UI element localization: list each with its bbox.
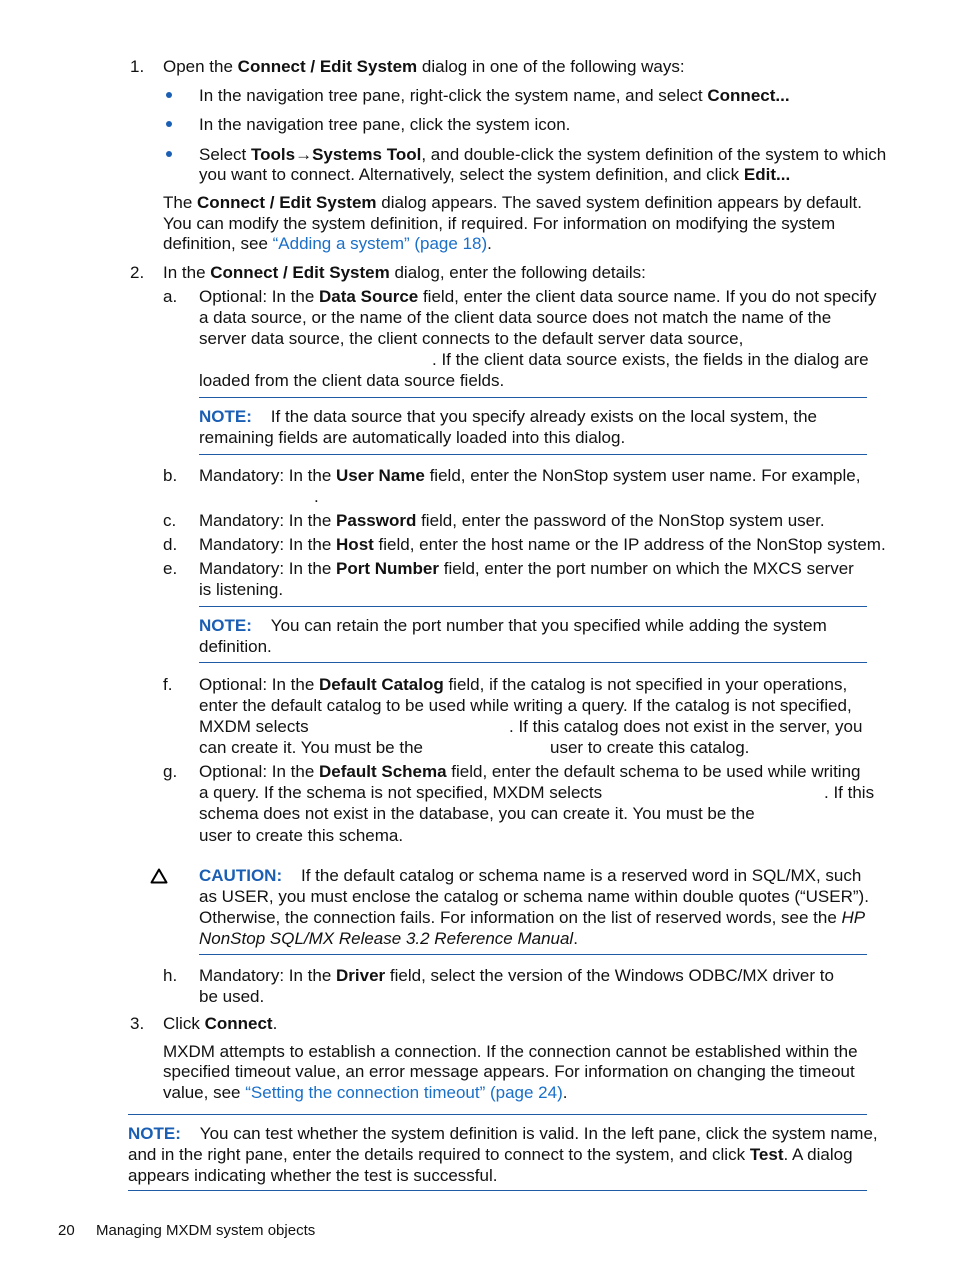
step-1-bullet-3: Select Tools→Systems Tool, and double-click the system definition of the system to which	[199, 145, 887, 164]
substep-g-line-4: user to create this schema.	[199, 826, 404, 845]
note-3-label: NOTE:	[128, 1124, 181, 1143]
substep-f-line-3a: MXDM selects	[199, 717, 309, 736]
substep-c-text: Mandatory: In the Password field, enter the password of the NonStop system user.	[199, 511, 825, 530]
step-2-number: 2.	[130, 263, 145, 282]
substep-d-text: Mandatory: In the Host field, enter the host name or the IP address of the NonStop system.	[199, 535, 886, 554]
caution-line-4: NonStop SQL/MX Release 3.2 Reference Manual.	[199, 929, 578, 948]
substep-d-label: d.	[163, 535, 178, 554]
step-3-text: Click Connect.	[163, 1014, 278, 1033]
substep-f-line-2: enter the default catalog to be used while writing a query. If the catalog is not specified,	[199, 696, 852, 715]
step-3-number: 3.	[130, 1014, 145, 1033]
caution-line-1: CAUTION: If the default catalog or schema name is a reserved word in SQL/MX, such	[199, 866, 862, 885]
substep-h-label: h.	[163, 966, 178, 985]
substep-f-line-3b: . If this catalog does not exist in the server, you	[509, 717, 863, 736]
step-1-para-line-2: You can modify the system definition, if required. For information on modifying the system	[163, 214, 836, 233]
substep-a-line-3: server data source, the client connects to the default server data source,	[199, 329, 744, 348]
substep-g-label: g.	[163, 762, 178, 781]
note-3-top-rule	[128, 1114, 867, 1115]
substep-b-line-2: .	[314, 487, 319, 506]
substep-b-line-1: Mandatory: In the User Name field, enter the NonStop system user name. For example,	[199, 466, 861, 485]
substep-g-line-1: Optional: In the Default Schema field, enter the default schema to be used while writing	[199, 762, 861, 781]
substep-c-label: c.	[163, 511, 177, 530]
substep-e-label: e.	[163, 559, 178, 578]
note-3-line-2: and in the right pane, enter the details required to connect to the system, and click Test. A dialog	[128, 1145, 853, 1164]
substep-a-line-5: loaded from the client data source fields.	[199, 371, 505, 390]
note-1-top-rule	[199, 397, 867, 398]
caution-bottom-rule	[199, 954, 867, 955]
note-3-line-1: NOTE: You can test whether the system definition is valid. In the left pane, click the system name,	[128, 1124, 878, 1143]
substep-f-label: f.	[163, 675, 173, 694]
substep-f-line-4b: user to create this catalog.	[550, 738, 750, 757]
bullet-dot-icon	[166, 151, 172, 157]
bullet-dot-icon	[166, 121, 172, 127]
adding-system-link[interactable]: “Adding a system” (page 18)	[272, 234, 488, 253]
note-2-line-2: definition.	[199, 637, 272, 656]
step-1-bullet-1: In the navigation tree pane, right-click the system name, and select Connect...	[199, 86, 790, 105]
substep-b-label: b.	[163, 466, 178, 485]
note-2-line-1: NOTE: You can retain the port number that you specified while adding the system	[199, 616, 827, 635]
substep-a-line-1: Optional: In the Data Source field, enter the client data source name. If you do not specify	[199, 287, 877, 306]
note-1-line-1: NOTE: If the data source that you specify already exists on the local system, the	[199, 407, 817, 426]
bullet-dot-icon	[166, 92, 172, 98]
page-number: 20	[58, 1222, 75, 1239]
substep-h-line-1: Mandatory: In the Driver field, select the version of the Windows ODBC/MX driver to	[199, 966, 834, 985]
caution-line-2: as USER, you must enclose the catalog or schema name within double quotes (“USER”).	[199, 887, 869, 906]
step-1-text: Open the Connect / Edit System dialog in one of the following ways:	[163, 57, 685, 76]
step-1-para-line-1: The Connect / Edit System dialog appears. The saved system definition appears by default.	[163, 193, 862, 212]
substep-e-line-1: Mandatory: In the Port Number field, enter the port number on which the MXCS server	[199, 559, 854, 578]
step-3-para-line-3: value, see “Setting the connection timeout” (page 24).	[163, 1083, 568, 1102]
substep-a-line-2: a data source, or the name of the client data source does not match the name of the	[199, 308, 832, 327]
substep-a-line-4: . If the client data source exists, the fields in the dialog are	[432, 350, 869, 369]
note-3-bottom-rule	[128, 1190, 867, 1191]
substep-g-line-3: schema does not exist in the database, you can create it. You must be the	[199, 804, 755, 823]
caution-line-3: Otherwise, the connection fails. For information on the list of reserved words, see the HP	[199, 908, 866, 927]
connection-timeout-link[interactable]: “Setting the connection timeout” (page 24)	[245, 1083, 563, 1102]
note-2-label: NOTE:	[199, 616, 252, 635]
step-1-bullet-2: In the navigation tree pane, click the system icon.	[199, 115, 571, 134]
note-1-line-2: remaining fields are automatically loaded into this dialog.	[199, 428, 626, 447]
step-1-bullet-3-line-2: you want to connect. Alternatively, select the system definition, and click Edit...	[199, 165, 791, 184]
step-3-para-line-2: specified timeout value, an error message appears. For information on changing the timeout	[163, 1062, 855, 1081]
footer-title: Managing MXDM system objects	[96, 1222, 316, 1239]
substep-h-line-2: be used.	[199, 987, 265, 1006]
substep-a-label: a.	[163, 287, 178, 306]
step-2-text: In the Connect / Edit System dialog, enter the following details:	[163, 263, 646, 282]
note-3-line-3: appears indicating whether the test is successful.	[128, 1166, 498, 1185]
substep-g-line-2b: . If this	[824, 783, 875, 802]
step-3-para-line-1: MXDM attempts to establish a connection. If the connection cannot be established within the	[163, 1042, 858, 1061]
caution-label: CAUTION:	[199, 866, 283, 885]
substep-g-line-2a: a query. If the schema is not specified, MXDM selects	[199, 783, 603, 802]
step-1-number: 1.	[130, 57, 145, 76]
substep-e-line-2: is listening.	[199, 580, 284, 599]
substep-f-line-1: Optional: In the Default Catalog field, if the catalog is not specified in your operations,	[199, 675, 848, 694]
step-1-para-line-3: definition, see “Adding a system” (page 18).	[163, 234, 492, 253]
note-2-top-rule	[199, 606, 867, 607]
substep-f-line-4a: can create it. You must be the	[199, 738, 423, 757]
note-1-label: NOTE:	[199, 407, 252, 426]
caution-triangle-icon	[150, 868, 168, 884]
note-2-bottom-rule	[199, 662, 867, 663]
note-1-bottom-rule	[199, 454, 867, 455]
